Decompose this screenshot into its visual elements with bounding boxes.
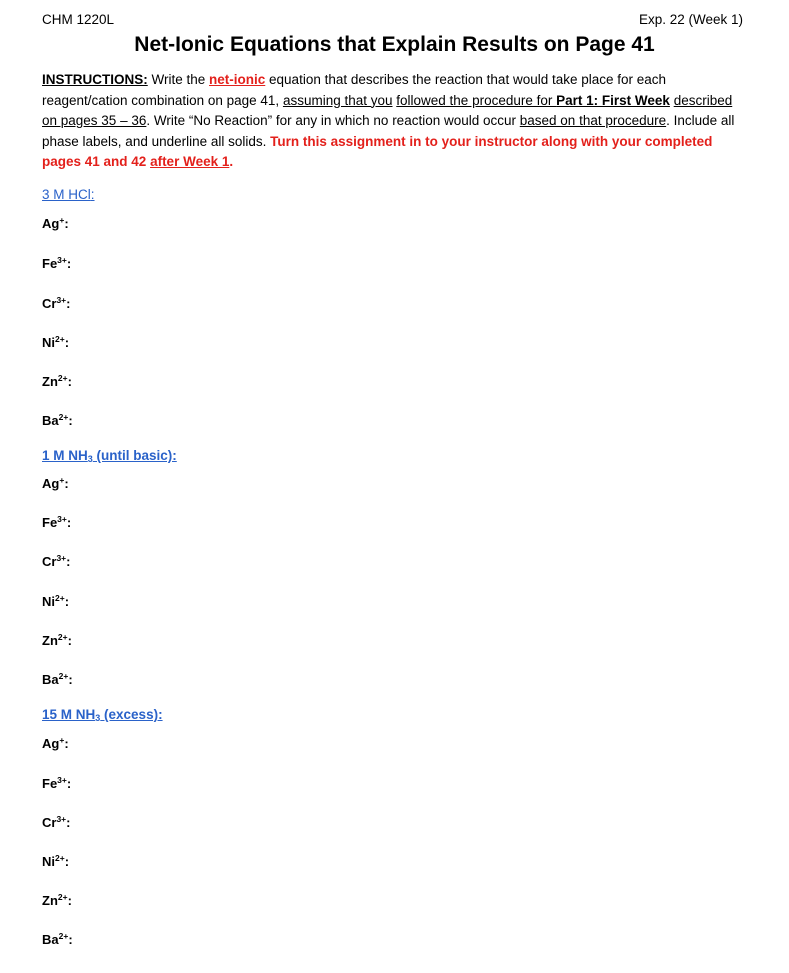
section-reagent: 15 M NH: [42, 707, 96, 722]
course-code: CHM 1220L: [42, 12, 115, 27]
after-week-phrase: after Week 1: [150, 154, 230, 169]
ion-line-fe: [42, 256, 71, 271]
ion-suffix: :: [66, 256, 72, 271]
ion-line-fe: [42, 776, 71, 791]
section-rest: :: [90, 187, 95, 202]
section-reagent: 1 M NH: [42, 448, 88, 463]
ion-charge: 2+: [55, 853, 65, 863]
ion-charge: 3+: [56, 295, 67, 305]
section-heading-nh3-basic: [42, 448, 177, 463]
ion-line-zn: [42, 633, 72, 648]
ion-charge: 2+: [55, 334, 65, 344]
ion-line-ag: [42, 476, 69, 491]
section-rest: (excess):: [100, 707, 163, 722]
ion-line-cr: [42, 296, 71, 311]
ion-charge: 3+: [56, 553, 67, 563]
ion-symbol: Cr: [42, 296, 57, 311]
ion-symbol: Ag: [42, 476, 60, 491]
ion-suffix: :: [66, 776, 72, 791]
ion-line-ni: [42, 335, 69, 350]
ion-suffix: :: [67, 633, 72, 648]
ion-suffix: :: [64, 594, 70, 609]
ion-charge: +: [59, 735, 65, 745]
ion-symbol: Zn: [42, 893, 58, 908]
experiment-label: Exp. 22 (Week 1): [638, 12, 743, 27]
based-phrase: based on that procedure: [519, 113, 667, 128]
instructions-text-2: equation that describes the reaction that would take place for each reagent/cation combination on page 41,: [42, 72, 667, 108]
described-phrase: described on pages 35 – 36: [42, 92, 733, 128]
ion-symbol: Cr: [42, 815, 57, 830]
ion-charge: 2+: [58, 931, 69, 941]
ion-symbol: Fe: [42, 256, 58, 271]
ion-line-fe: [42, 515, 71, 530]
ion-suffix: :: [66, 296, 71, 311]
ion-line-cr: [42, 815, 71, 830]
ion-charge: 2+: [55, 593, 65, 603]
ion-symbol: Cr: [42, 554, 57, 569]
ion-charge: 2+: [58, 412, 69, 422]
submission-note-end: .: [229, 154, 234, 169]
ion-suffix: :: [68, 413, 73, 428]
ion-suffix: :: [64, 854, 70, 869]
ion-line-ba: [42, 932, 73, 947]
ion-line-ba: [42, 413, 73, 428]
ion-charge: 3+: [57, 255, 67, 265]
instructions-text-5: . Write “No Reaction” for any in which no reaction would occur: [146, 113, 520, 128]
ion-line-ag: [42, 736, 69, 751]
ion-symbol: Ba: [42, 932, 59, 947]
ion-suffix: :: [66, 554, 71, 569]
ion-line-zn: [42, 893, 72, 908]
section-heading-hcl: [42, 187, 95, 202]
instructions-text-1: Write the: [147, 72, 210, 87]
ion-suffix: :: [64, 736, 69, 751]
ion-suffix: :: [67, 374, 72, 389]
ion-charge: +: [59, 215, 65, 225]
instructions-label: INSTRUCTIONS:: [42, 72, 148, 87]
ion-suffix: :: [68, 672, 73, 687]
ion-symbol: Ba: [42, 413, 59, 428]
part1-phrase: Part 1: First Week: [556, 92, 670, 108]
assuming-phrase: assuming that you: [282, 92, 393, 108]
ion-suffix: :: [64, 335, 70, 350]
section-reagent: 3 M HCl: [42, 187, 91, 202]
ion-charge: 2+: [57, 632, 68, 642]
followed-phrase: followed the procedure for: [396, 92, 557, 108]
ion-suffix: :: [66, 815, 71, 830]
ion-symbol: Ni: [42, 335, 55, 350]
ion-charge: 3+: [56, 814, 67, 824]
ion-symbol: Zn: [42, 633, 58, 648]
section-subscript: 3: [95, 713, 101, 723]
submission-note: Turn this assignment in to your instructor along with your completed pages 41 and 42: [42, 133, 713, 169]
ion-charge: 3+: [57, 514, 67, 524]
instructions-paragraph: [42, 70, 746, 173]
ion-symbol: Zn: [42, 374, 58, 389]
ion-line-ni: [42, 594, 69, 609]
ion-charge: 3+: [57, 775, 67, 785]
ion-suffix: :: [64, 216, 69, 231]
ion-symbol: Ni: [42, 854, 55, 869]
ion-line-ni: [42, 854, 69, 869]
ion-symbol: Fe: [42, 776, 58, 791]
ion-line-ag: [42, 216, 69, 231]
instructions-text-6: . Include all phase labels, and underline all solids.: [42, 113, 735, 149]
ion-suffix: :: [68, 932, 73, 947]
section-subscript: 3: [87, 454, 93, 464]
section-rest: (until basic):: [92, 448, 177, 463]
ion-suffix: :: [67, 893, 72, 908]
ion-symbol: Fe: [42, 515, 58, 530]
ion-suffix: :: [66, 515, 72, 530]
ion-charge: 2+: [57, 892, 68, 902]
ion-symbol: Ba: [42, 672, 59, 687]
ion-line-cr: [42, 554, 71, 569]
net-ionic-term: net-ionic: [209, 72, 266, 87]
ion-charge: +: [59, 475, 65, 485]
ion-charge: 2+: [57, 373, 68, 383]
ion-suffix: :: [64, 476, 69, 491]
ion-charge: 2+: [58, 671, 69, 681]
ion-symbol: Ag: [42, 216, 60, 231]
ion-symbol: Ni: [42, 594, 55, 609]
section-heading-nh3-excess: [42, 707, 163, 722]
ion-line-ba: [42, 672, 73, 687]
page-title: Net-Ionic Equations that Explain Results on Page 41: [134, 33, 655, 56]
ion-symbol: Ag: [42, 736, 60, 751]
ion-line-zn: [42, 374, 72, 389]
